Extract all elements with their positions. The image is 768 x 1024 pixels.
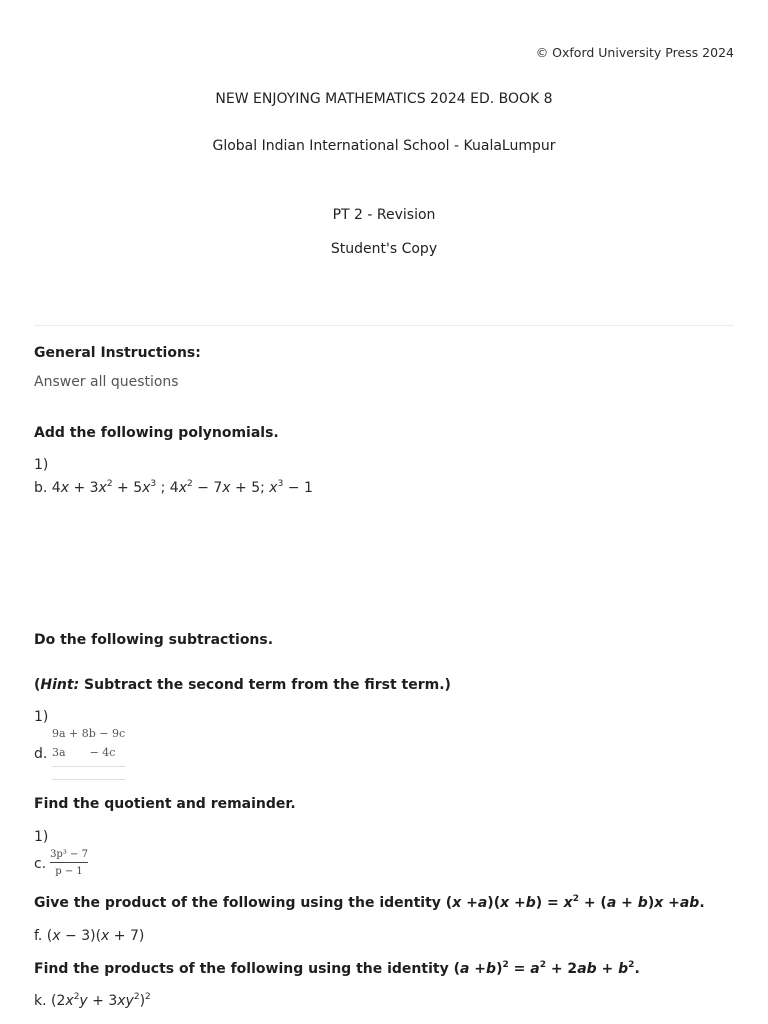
question-number: 1) [34,457,49,473]
copyright-notice: © Oxford University Press 2024 [535,45,734,60]
square-identity-heading: Find the products of the following using the identity $(a +b)^2 = a^2 + 2ab + b^2$. [34,960,640,977]
fraction-numerator: 3p³ − 7 [50,849,88,860]
subtraction-line-1: 9a + 8b − 9c [52,727,126,740]
copy-type: Student's Copy [330,241,438,257]
question-label: c. [34,856,47,872]
fraction-denominator: p − 1 [55,866,83,877]
add-section-heading: Add the following polynomials. [34,425,279,441]
subtract-hint: (Hint: Subtract the second term from the first term.) [34,677,451,693]
square-question-k: k. $(2x^2y + 3xy^2)^2$ [34,992,151,1009]
question-label: k. [34,993,47,1009]
answer-line [52,766,125,767]
product-identity-heading: Give the product of the following using the identity $(x +a)(x +b) = x^2 + (a + b)x +ab$. [34,894,705,911]
question-number: 1) [34,829,49,845]
instructions-heading: General Instructions: [34,345,201,361]
subtract-section-heading: Do the following subtractions. [34,632,274,648]
answer-line [52,779,125,780]
question-label: d. [34,746,48,762]
quotient-section-heading: Find the quotient and remainder. [34,796,296,812]
question-number: 1) [34,709,49,725]
fraction-bar [50,862,88,863]
school-name: Global Indian International School - KualaLumpur [212,138,556,154]
add-question-b: b. $4x + 3x^2 + 5x^3$ ; $4x^2 - 7x + 5$; $x^3 - 1$ [34,479,313,496]
question-label: b. [34,480,48,496]
product-question-f: f. (x − 3)(x + 7) [34,928,145,944]
hint-label: Hint: [40,677,80,693]
subtraction-line-2: 3a − 4c [52,746,116,759]
test-name: PT 2 - Revision [332,207,436,223]
quotient-fraction [50,849,88,877]
book-title: NEW ENJOYING MATHEMATICS 2024 ED. BOOK 8 [215,91,553,107]
instructions-text: Answer all questions [34,374,179,390]
section-divider [34,325,734,326]
